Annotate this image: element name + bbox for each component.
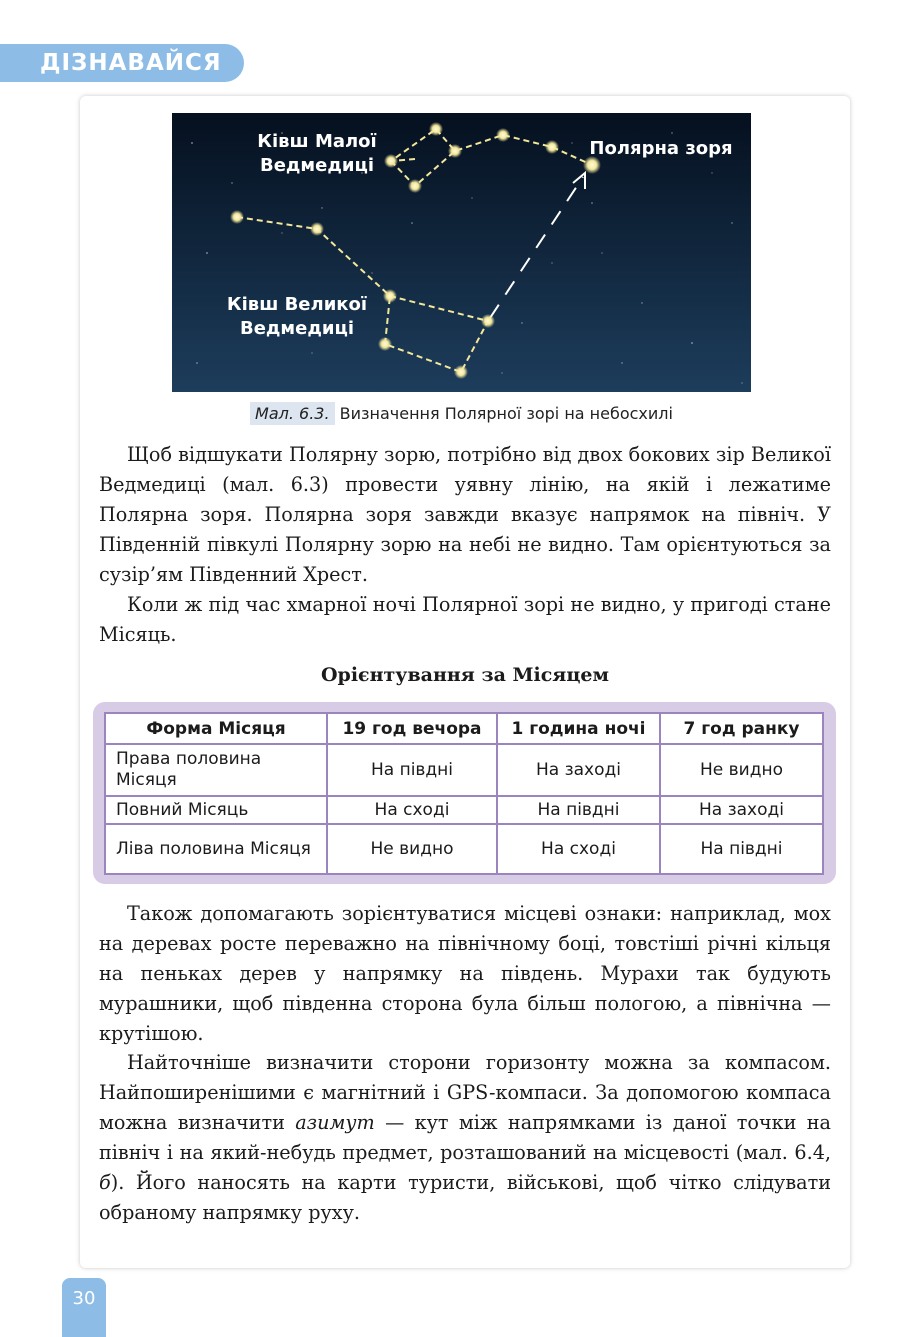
table-cell: На сході	[497, 824, 660, 874]
figure-caption	[172, 404, 751, 423]
figure-letter: б	[99, 1171, 111, 1194]
table-title: Орієнтування за Місяцем	[321, 664, 609, 686]
table-row	[105, 744, 823, 796]
table-cell: На півдні	[327, 744, 497, 796]
table-cell: Права половина Місяця	[105, 744, 327, 796]
paragraph-local-signs	[99, 899, 831, 1049]
label-polaris: Полярна зоря	[589, 138, 733, 159]
paragraph-moon-intro-text: Коли ж під час хмарної ночі Полярної зорі не видно, у пригоді стане Місяць.	[99, 593, 831, 646]
table-cell: Повний Місяць	[105, 796, 327, 824]
table-row	[105, 824, 823, 874]
column-header: 1 година ночі	[497, 713, 660, 744]
figure-caption-text: Визначення Полярної зорі на небосхилі	[334, 404, 673, 423]
table-cell: Не видно	[660, 744, 823, 796]
term-azimuth: азимут	[295, 1111, 375, 1134]
table-cell: На півдні	[497, 796, 660, 824]
paragraph-compass-text: Найточніше визначити сторони горизонту можна за компасом. Найпоширенішими є магнітний і GPS-компаси. За допомогою компаса можна визначити	[99, 1051, 831, 1134]
figure-number: Мал. 6.3.	[250, 402, 335, 425]
night-sky-illustration	[172, 113, 751, 392]
table-cell: На сході	[327, 796, 497, 824]
paragraph-local-signs-text: Також допомагають зорієнтуватися місцеві ознаки: наприклад, мох на деревах росте переважно на північному боці, товстіші річні кільця на пеньках дерев у напрямку на південь. Мурахи так будують мурашники, щоб південна сторона була більш пологою, а північна — крутішою.	[99, 902, 831, 1045]
paragraph-compass-text: — кут між напрямками із даної точки на північ і на який-небудь предмет, розташований на місцевості (мал. 6.4,	[99, 1111, 831, 1164]
table-cell: На заході	[660, 796, 823, 824]
column-header: 19 год вечора	[327, 713, 497, 744]
table-cell: На заході	[497, 744, 660, 796]
paragraph-compass-text: ). Його наносять на карти туристи, військові, щоб чітко слідувати обраному напрямку руху.	[99, 1171, 831, 1224]
table-cell: Ліва половина Місяця	[105, 824, 327, 874]
paragraph-compass	[99, 1048, 831, 1228]
column-header: Форма Місяця	[105, 713, 327, 744]
table-row	[105, 796, 823, 824]
paragraph-moon-intro	[99, 590, 831, 650]
paragraph-polaris	[99, 440, 831, 590]
paragraph-polaris-text: Щоб відшукати Полярну зорю, потрібно від двох бокових зір Великої Ведмедиці (мал. 6.3) провести уявну лінію, на якій і лежатиме Полярна зоря. Полярна зоря завжди вказує напрямок на північ. У Південній півкулі Полярну зорю на небі не видно. Там орієнтуються за сузір’ям Південний Хрест.	[99, 443, 831, 586]
label-big-dipper-2: Ведмедиці	[239, 318, 355, 339]
table-cell: Не видно	[327, 824, 497, 874]
table-cell: На півдні	[660, 824, 823, 874]
table-header-row	[105, 713, 823, 744]
page-number: 30	[62, 1278, 106, 1337]
label-little-dipper-1: Ківш Малої	[257, 131, 377, 152]
label-little-dipper-2: Ведмедиці	[259, 155, 375, 176]
section-tab-label: ДІЗНАВАЙСЯ	[40, 50, 222, 76]
section-tab	[0, 44, 244, 82]
label-big-dipper-1: Ківш Великої	[226, 294, 368, 315]
moon-orientation-table	[104, 712, 824, 875]
column-header: 7 год ранку	[660, 713, 823, 744]
